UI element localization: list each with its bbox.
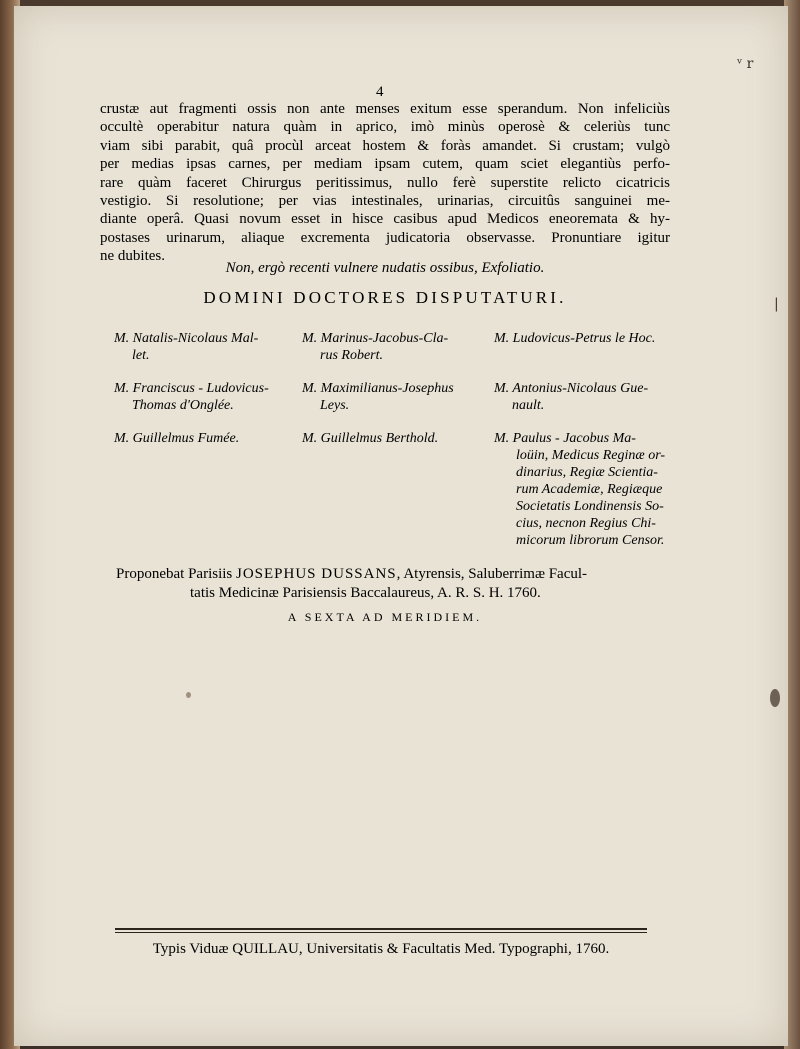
body-line: ne dubites.	[100, 248, 165, 265]
doctor-name-line: M. Ludovicus-Petrus le Hoc.	[494, 331, 656, 346]
doctor-entry	[114, 430, 299, 447]
doctor-entry	[494, 430, 679, 549]
doctor-name-line: Societatis Londinensis So-	[516, 499, 664, 514]
body-line: postases urinarum, aliaque excrementa judicatoria observasse. Pronuntiare igitur	[100, 229, 670, 246]
body-line: occultè operabitur natura quàm in aprico, imò minùs operosè & celeriùs tunc	[100, 119, 670, 136]
footer-rule	[115, 928, 647, 930]
body-line: per medias ipsas carnes, per mediam ipsam cutem, quam sciet elegantiùs perfo-	[100, 156, 670, 173]
time-of-disputation: A SEXTA AD MERIDIEM.	[287, 610, 483, 624]
candidate-name: JOSEPHUS DUSSANS	[236, 566, 397, 582]
doctor-entry	[494, 380, 679, 414]
doctor-entry	[114, 380, 299, 414]
doctor-entry	[302, 330, 487, 364]
doctor-entry	[302, 380, 487, 414]
doctor-entry	[114, 330, 299, 364]
body-paragraph	[100, 100, 670, 266]
doctor-name-line: M. Maximilianus-Josephus	[302, 381, 454, 396]
thesis-statement: Non, ergò recenti vulnere nudatis ossibus, Exfoliatio.	[225, 260, 545, 276]
doctor-entry	[494, 330, 684, 347]
ink-stain	[770, 689, 780, 707]
proponebat-paragraph	[116, 565, 656, 603]
doctor-name-line: M. Guillelmus Fumée.	[114, 431, 240, 446]
doctor-name-line: M. Antonius-Nicolaus Gue-	[494, 381, 649, 396]
proponebat-intro: Proponebat Parisiis	[116, 566, 236, 582]
margin-mark-top-right: ᵛ r	[737, 56, 754, 72]
body-line: rare quàm faceret Chirurgus peritissimus, nullo ferè superstite relicto cicatricis	[100, 174, 670, 191]
doctor-name-line: M. Paulus - Jacobus Ma-	[494, 431, 636, 446]
doctor-name-line: rus Robert.	[320, 348, 383, 363]
doctor-name-line: let.	[132, 348, 150, 363]
body-line: vestigio. Si resolutione; per vias intestinales, urinarias, circuitûs sanguinei me-	[100, 193, 670, 210]
doctor-name-line: micorum librorum Censor.	[516, 533, 665, 548]
doctor-name-line: cius, necnon Regius Chi-	[516, 516, 656, 531]
doctor-name-line: M. Franciscus - Ludovicus-	[114, 381, 269, 396]
doctor-name-line: rum Academiæ, Regiæque	[516, 482, 663, 497]
doctor-entry	[302, 430, 487, 447]
doctor-name-line: Thomas d'Onglée.	[132, 398, 234, 413]
doctor-name-line: nault.	[512, 398, 545, 413]
body-line: diante operâ. Quasi novum esset in hisce casibus apud Medicos eneoremata & hy-	[100, 211, 670, 228]
printer-imprint: Typis Viduæ QUILLAU, Universitatis & Facultatis Med. Typographi, 1760.	[152, 941, 610, 957]
body-line: crustæ aut fragmenti ossis non ante menses exitum esse sperandum. Non infeliciùs	[100, 101, 670, 117]
proponebat-rest: , Atyrensis, Saluberrimæ Facul-	[396, 566, 588, 582]
doctor-name-line: M. Guillelmus Berthold.	[302, 431, 439, 446]
proponebat-line-2: tatis Medicinæ Parisiensis Baccalaureus, A. R. S. H. 1760.	[190, 585, 541, 601]
footer-rule-thin	[115, 932, 647, 933]
margin-mark-mid-right: |	[774, 296, 779, 312]
section-heading: DOMINI DOCTORES DISPUTATURI.	[203, 288, 567, 307]
doctor-name-line: M. Marinus-Jacobus-Cla-	[302, 331, 449, 346]
page-number: 4	[376, 84, 384, 100]
body-line: viam sibi parabit, quâ procùl arceat hostem & foràs amandet. Si crustam; vulgò	[100, 137, 670, 154]
doctor-name-line: loüin, Medicus Reginæ or-	[516, 448, 666, 463]
doctor-name-line: Leys.	[320, 398, 350, 413]
doctor-name-line: dinarius, Regiæ Scientia-	[516, 465, 658, 480]
ink-spot	[186, 692, 191, 698]
doctor-name-line: M. Natalis-Nicolaus Mal-	[114, 331, 259, 346]
